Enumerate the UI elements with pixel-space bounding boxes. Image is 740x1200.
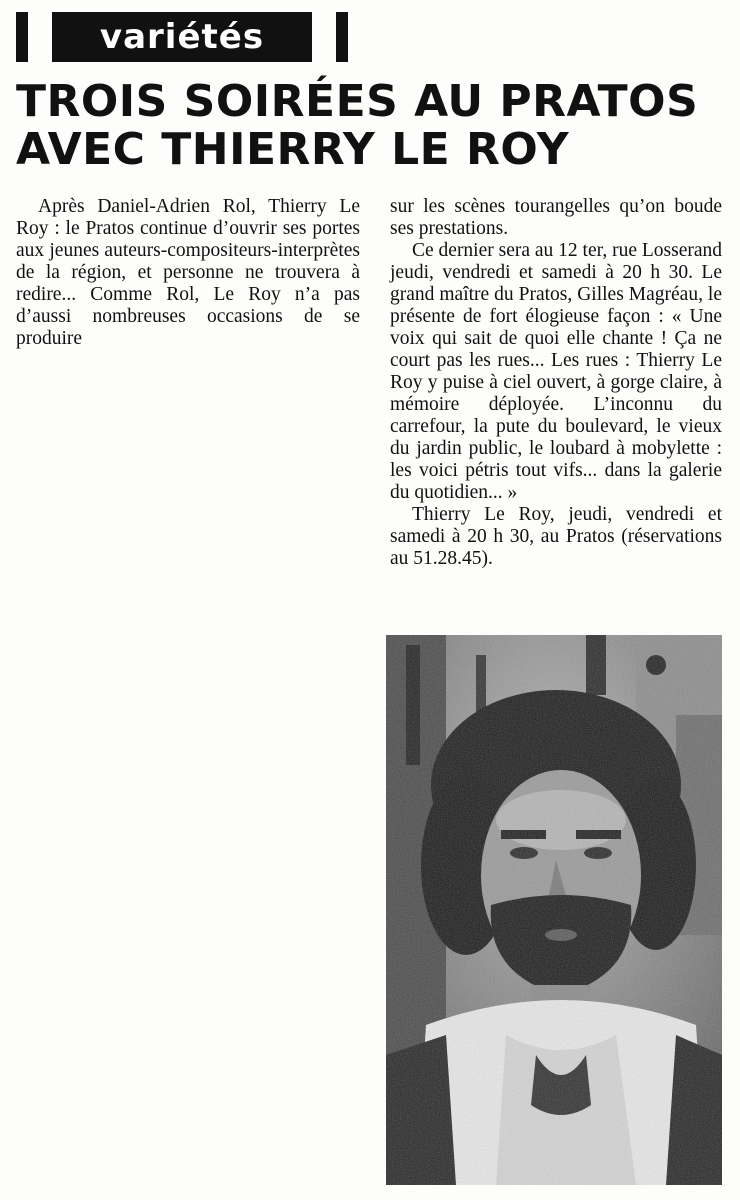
rubric-bar-right [336,12,348,62]
headline-line-2: AVEC THIERRY LE ROY [16,124,570,175]
article-column-right [390,196,722,570]
section-rubric [16,12,348,62]
article-column-left [16,196,360,350]
article-paragraph-3: Thierry Le Roy, jeudi, vendredi et samedi à 20 h 30, au Pratos (réservations au 51.28.45). [390,504,722,569]
rubric-label: variétés [52,12,312,62]
article-paragraph-2: Ce dernier sera au 12 ter, rue Losserand jeudi, vendredi et samedi à 20 h 30. Le grand maître du Pratos, Gilles Magréau, le présente de fort élogieuse façon : « Une voix qui sait de quoi elle chante ! Ça ne court pas les rues... Les rues : Thierry Le Roy y puise à ciel ouvert, à gorge claire, à mémoire déployée. L’inconnu du carrefour, la pute du boulevard, le vieux du jardin public, le loubard à mobylette : les voici pétris tout vifs... dans la galerie du quotidien... » [390,240,723,503]
article-headline [16,78,726,174]
article-paragraph-1-continued: sur les scènes tourangelles qu’on boude ses prestations. [390,196,722,239]
headline-line-1: TROIS SOIRÉES AU PRATOS [16,76,699,127]
rubric-bar-left [16,12,28,62]
article-paragraph-1: Après Daniel-Adrien Rol, Thierry Le Roy : le Pratos continue d’ouvrir ses portes aux jeunes auteurs-compositeurs-interprètes de la région, et personne ne trouvera à redire... Comme Rol, Le Roy n’a pas d’aussi nombreuses occasions de se produire [16,196,360,349]
portrait-photo-icon [386,635,722,1185]
